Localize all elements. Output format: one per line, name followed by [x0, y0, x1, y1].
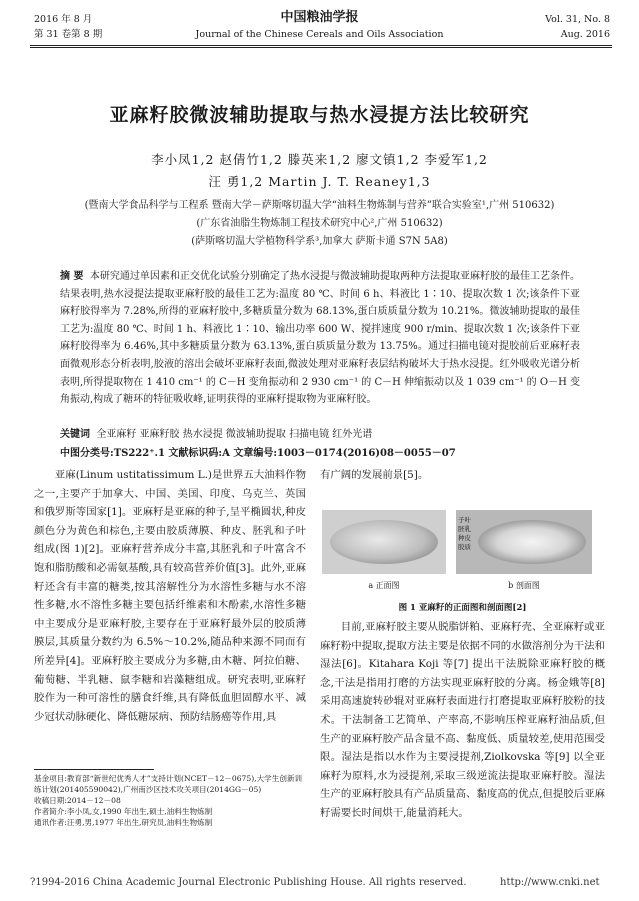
keywords: 全亚麻籽 亚麻籽胶 热水浸提 微波辅助提取 扫描电镜 红外光谱 [96, 429, 373, 440]
journal-title-en: Journal of the Chinese Cereals and Oils Association [195, 29, 444, 40]
figure-1-caption: 图 1 亚麻籽的正面图和剖面图[2] [398, 603, 527, 613]
footnotes [34, 773, 306, 828]
header-rule [30, 45, 612, 46]
part-label-cotyledon: 子叶 [458, 516, 471, 524]
header-volume: 第 31 卷第 8 期 [34, 29, 103, 40]
part-label-seed-coat: 种皮 [458, 534, 471, 542]
right-column-top: 有广阔的发展前景[5]。 [320, 469, 429, 481]
footnote-author: 作者简介:李小凤,女,1990 年出生,硕士,油料生物炼制 [34, 807, 213, 816]
header-month: Aug. 2016 [560, 29, 610, 40]
part-label-endosperm: 胚乳 [458, 525, 471, 533]
keywords-label: 关键词 [60, 429, 90, 440]
header-rule-2 [30, 47, 612, 48]
cnki-link[interactable]: http://www.cnki.net [500, 877, 600, 888]
footnote-received: 收稿日期:2014－12－08 [34, 796, 121, 805]
affiliation-1: (暨南大学食品科学与工程系 暨南大学－萨斯喀切温大学“油料生物炼制与营养”联合实验室¹,广州 510632) [84, 200, 555, 211]
abstract [60, 268, 580, 409]
keywords-line [60, 425, 580, 440]
header-date: 2016 年 8 月 [34, 14, 93, 25]
abstract-label: 摘 要 [60, 271, 84, 282]
affiliation-3: (萨斯喀切温大学植物科学系³,加拿大 萨斯卡通 S7N 5A8) [191, 236, 448, 247]
affiliation-2: (广东省油脂生物炼制工程技术研究中心²,广州 510632) [196, 218, 443, 229]
figure-1b-part-labels [458, 516, 471, 552]
authors-line-1: 李小凤1,2 赵倩竹1,2 滕英来1,2 廖文镇1,2 李爱军1,2 [151, 152, 488, 167]
figure-1b [456, 510, 592, 574]
abstract-text: 本研究通过单因素和正交优化试验分别确定了热水浸提与微波辅助提取两种方法提取亚麻籽胶的最佳工艺条件。结果表明,热水浸提法提取亚麻籽胶的最佳工艺为:温度 80 ℃、时间 6 h、料液比 1∶10、提取次数 1 次;该条件下亚麻籽胶得率为 7.28%,所得的亚麻籽胶中,多糖质量分数为 68.13%,蛋白质质量分数为 10.21%。微波辅助提取的最佳工艺为:温度 80 ℃、时间 1 h、料液比 1∶10、输出功率 600 W、搅拌速度 900 r/min、提取次数 1 次;该条件下亚麻籽胶得率为 6.46%,其中多糖质量分数为 63.13%,蛋白质质量分数为 13.75%。通过扫描电镜对提胶前后亚麻籽表面微观形态分析表明,胶液的溶出会破坏亚麻籽表面,微波处理对亚麻籽表层结构破坏大于热水浸提。红外吸收光谱分析表明,所得提取物在 1 410 cm⁻¹ 的 C－H 变角振动和 2 930 cm⁻¹ 的 C－H 伸缩振动以及 1 039 cm⁻¹ 的 O－H 变角振动,构成了糖环的特征吸收峰,证明获得的亚麻籽提取物为亚麻籽胶。 [60, 271, 581, 406]
classification-line: 中图分类号:TS222⁺.1 文献标识码:A 文章编号:1003－0174(2016)08－0055－07 [60, 448, 456, 459]
part-label-mucilage: 胶质 [458, 543, 471, 551]
header-vol-no: Vol. 31, No. 8 [545, 14, 610, 25]
journal-title-cn: 中国粮油学报 [280, 10, 359, 25]
left-column [34, 466, 306, 726]
figure-1a-label: a 正面图 [368, 581, 400, 590]
paper-title: 亚麻籽胶微波辅助提取与热水浸提方法比较研究 [109, 104, 530, 126]
footnote-rule [34, 769, 154, 770]
footnote-funding: 基金项目:教育部“新世纪优秀人才”支持计划(NCET－12－0675),大学生创新训练计划(201405590042),广州南沙区技术攻关项目(2014GG－05) [34, 774, 303, 794]
footnote-corresponding: 通讯作者:汪勇,男,1977 年出生,研究员,油料生物炼制 [34, 818, 213, 827]
copyright-notice: ?1994-2016 China Academic Journal Electronic Publishing House. All rights reserved. [30, 877, 467, 888]
body-paragraph-2: 目前,亚麻籽胶主要从脱脂饼粕、亚麻籽壳、全亚麻籽或亚麻籽粉中提取,提取方法主要是依据不同的水做溶剂分为干法和湿法[6]。Kitahara Koji 等[7] 提出干法脱除亚麻籽胶的概念,干法是指用打磨的方法实现亚麻籽胶的分离。杨金娥等[8] 采用高速旋转砂辊对亚麻籽表面进行打磨提取亚麻籽胶粉的技术。干法制备工艺简单、产率高,不影响压榨亚麻籽油品质,但生产的亚麻籽胶产品含量不高、黏度低、质量较差,使用范围受限。湿法是指以水作为主要浸提剂,Ziolkovska 等[9] 以全亚麻籽为原料,水为浸提剂,采取三级逆流法提取亚麻籽胶。湿法生产的亚麻籽胶具有产品质量高、黏度高的优点,但提胶后亚麻籽需要长时间烘干,能量消耗大。 [320, 621, 605, 819]
figure-1a [322, 510, 446, 574]
seed-front-image [330, 520, 438, 564]
figure-1b-label: b 剖面图 [508, 581, 540, 590]
seed-section-image [478, 520, 586, 564]
right-column [320, 618, 605, 823]
authors-line-2: 汪 勇1,2 Martin J. T. Reaney1,3 [208, 174, 431, 189]
body-paragraph-1: 亚麻(Linum ustitatissimum L.)是世界五大油料作物之一,主要产于加拿大、中国、美国、印度、乌克兰、英国和俄罗斯等国家[1]。亚麻籽是亚麻的种子,呈平椭圆状,种皮颜色分为黄色和棕色,主要由胶质薄膜、种皮、胚乳和子叶组成(图 1)[2]。亚麻籽营养成分丰富,其胚乳和子叶富含不饱和脂肪酸和必需氨基酸,具有较高营养价值[3]。此外,亚麻籽还含有丰富的糖类,按其溶解性分为水溶性多糖与水不溶性多糖,水不溶性多糖主要包括纤维素和木酚素,水溶性多糖中主要成分是亚麻籽胶,主要存在于亚麻籽最外层的胶质薄膜层,其质量分数约为 6.5%～10.2%,随品种来源不同而有所差异[4]。亚麻籽胶主要成分为多糖,由木糖、阿拉伯糖、葡萄糖、半乳糖、鼠李糖和岩藻糖组成。研究表明,亚麻籽胶作为一种可溶性的膳食纤维,具有降低血胆固醇水平、减少冠状动脉硬化、降低糖尿病、预防结肠癌等作用,具 [34, 469, 306, 723]
